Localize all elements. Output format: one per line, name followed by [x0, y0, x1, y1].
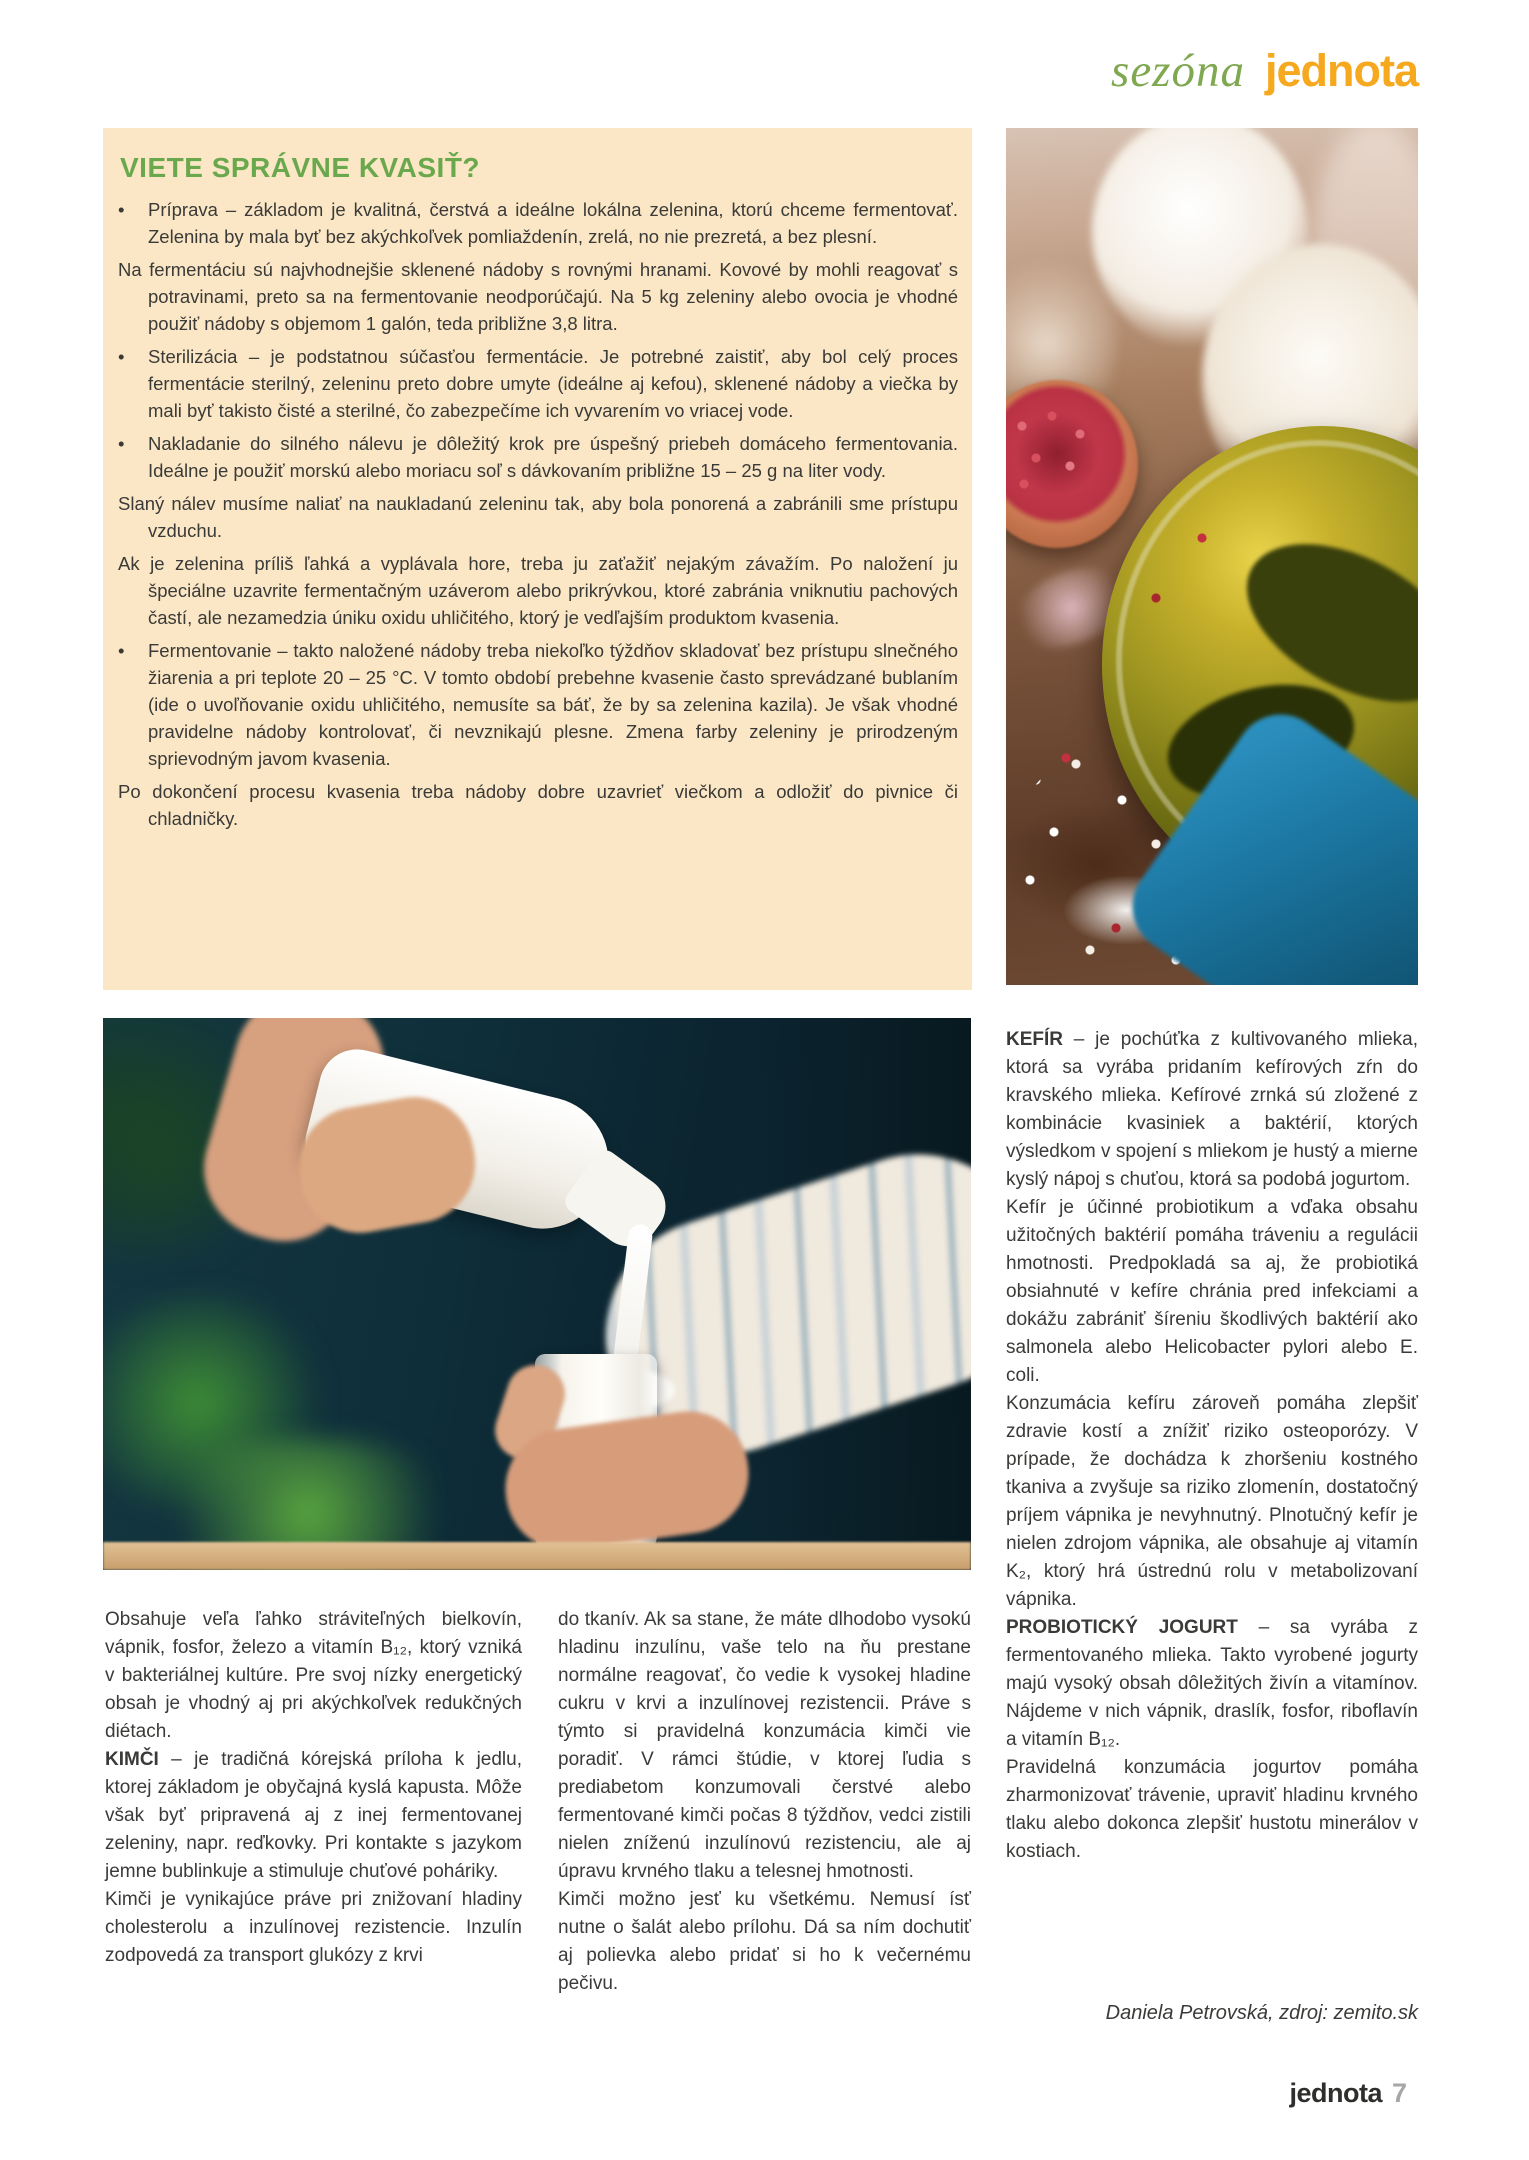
paragraph-text: Obsahuje veľa ľahko stráviteľných bielkovín, vápnik, fosfor, železo a vitamín B₁₂, ktorý vzniká v bakteriálnej kultúre. Pre svoj nízky energetický obsah je vhodný aj pri akýchkoľvek redukčných diétach.	[105, 1609, 522, 1742]
paragraph-text: Konzumácia kefíru zároveň pomáha zlepšiť zdravie kostí a znížiť riziko osteoporózy. V prípade, že dochádza k zhoršeniu kostného tkaniva a zvyšuje sa riziko zlomenín, dostatočný príjem vápnika je nevyhnutný. Plnotučný kefír je nielen zdrojom vápnika, ale obsahuje aj vitamín K₂, ktorý hrá ústrednú rolu v metabolizovaní vápnika.	[1006, 1393, 1418, 1610]
bullet-marker: •	[118, 433, 125, 454]
milk-pouring-photo	[103, 1018, 971, 1570]
paragraph-text: Kimči možno jesť ku všetkému. Nemusí ísť nutne o šalát alebo prílohu. Dá sa ním dochutiť aj polievka alebo pridať si ho k večernému pečivu.	[558, 1889, 971, 1994]
box-paragraph	[118, 637, 958, 772]
paragraph-text: do tkanív. Ak sa stane, že máte dlhodobo vysokú hladinu inzulínu, vaše telo na ňu prestane normálne reagovať, čo vedie k vysokej hladine cukru v krvi a inzulínovej rezistencii. Práve s týmto si pravidelná konzumácia kimči vie poradiť. V rámci štúdie, v ktorej ľudia s prediabetom konzumovali čerstvé alebo fermentované kimči počas 8 týždňov, vedci zistili nielen zníženú inzulínovú rezistenciu, ale aj úpravu krvného tlaku a telesnej hmotnosti.	[558, 1609, 971, 1882]
byline: Daniela Petrovská, zdroj: zemito.sk	[1105, 2002, 1418, 2024]
article-paragraph	[105, 1746, 522, 1886]
paragraph-lead: KEFÍR	[1006, 1029, 1063, 1050]
paragraph-text: – sa vyrába z fermentovaného mlieka. Takto vyrobené jogurty majú vysoký obsah dôležitých živín a vitamínov. Nájdeme v nich vápnik, draslík, fosfor, riboflavín a vitamín B₁₂.	[1006, 1617, 1419, 1750]
article-paragraph	[1006, 1614, 1418, 1754]
bullet-marker: •	[118, 640, 125, 661]
article-paragraph	[1006, 1194, 1418, 1390]
paragraph-text: Kefír je účinné probiotikum a vďaka obsahu užitočných baktérií pomáha tráveniu a regulácii hmotnosti. Predpokladá sa aj, že probiotiká obsiahnuté v kefíre chránia pred infekciami a dokážu zabrániť šíreniu škodlivých baktérií ako salmonela alebo Helicobacter pylori alebo E. coli.	[1006, 1197, 1418, 1386]
brand-script-sezona: sezóna	[1111, 45, 1245, 97]
paragraph-lead: KIMČI	[105, 1749, 159, 1770]
box-paragraph	[118, 490, 958, 544]
article-paragraph	[105, 1606, 522, 1746]
box-paragraph	[118, 343, 958, 424]
bullet-marker: •	[118, 346, 125, 367]
pickles-garlic-photo	[1006, 128, 1418, 985]
paragraph-text: Pravidelná konzumácia jogurtov pomáha zharmonizovať trávenie, upraviť hladinu krvného tlaku alebo dokonca zlepšiť hustotu minerálov v kostiach.	[1006, 1757, 1418, 1862]
article-paragraph	[105, 1886, 522, 1970]
box-title: VIETE SPRÁVNE KVASIŤ?	[120, 152, 481, 183]
box-paragraph	[118, 256, 958, 337]
paragraph-lead: PROBIOTICKÝ JOGURT	[1006, 1617, 1238, 1638]
paragraph-text: Kimči je vynikajúce práve pri znižovaní hladiny cholesterolu a inzulínovej rezistencie. Inzulín zodpovedá za transport glukózy z krvi	[105, 1889, 522, 1966]
kefir-column	[1006, 1026, 1418, 1866]
box-paragraph-text: Ak je zelenina príliš ľahká a vyplávala hore, treba ju zaťažiť nejakým závažím. Po naložení ju špeciálne uzavrite fermentačným uzáverom alebo prikrývkou, ktoré zabránia vniknutiu pachových častí, ale nezamedzia úniku oxidu uhličitého, ktorý je vedľajším produktom kvasenia.	[118, 553, 958, 628]
page-footer	[1289, 2078, 1407, 2109]
box-paragraph-text: Nakladanie do silného nálevu je dôležitý krok pre úspešný priebeh domáceho fermentovania. Ideálne je použiť morskú alebo moriacu soľ s dávkovaním približne 15 – 25 g na liter vody.	[148, 433, 958, 481]
paragraph-text: – je tradičná kórejská príloha k jedlu, ktorej základom je obyčajná kyslá kapusta. Môže však byť pripravená aj z inej fermentovanej zeleniny, napr. reďkovky. Pri kontakte s jazykom jemne bublinkuje a stimuluje chuťové poháriky.	[105, 1749, 522, 1882]
fermentation-tips-box	[103, 128, 972, 990]
box-paragraph-text: Fermentovanie – takto naložené nádoby treba niekoľko týždňov skladovať bez prístupu slnečného žiarenia a pri teplote 20 – 25 °C. V tomto období prebehne kvasenie často sprevádzané bublaním (ide o uvoľňovanie oxidu uhličitého, nemusíte sa báť, že by sa zelenina kazila). Je však vhodné pravidelne nádoby kontrolovať, či nevznikajú plesne. Zmena farby zeleniny je prirodzeným sprievodným javom kvasenia.	[148, 640, 958, 769]
article-paragraph	[1006, 1754, 1418, 1866]
footer-page-number: 7	[1391, 2078, 1407, 2108]
table-edge	[103, 1542, 971, 1570]
paragraph-text: – je pochúťka z kultivovaného mlieka, ktorá sa vyrába pridaním kefírových zŕn do kravského mlieka. Kefírové zrnká sú zložené z kombinácie kvasiniek a baktérií, ktorých výsledkom v spojení s mliekom je hustý a mierne kyslý nápoj s chuťou, ktorá sa podobá jogurtom.	[1006, 1029, 1418, 1190]
box-paragraph-text: Sterilizácia – je podstatnou súčasťou fermentácie. Je potrebné zaistiť, aby bol celý proces fermentácie sterilný, zeleninu preto dobre umyte (ideálne aj kefou), sklenené nádoby a viečka by mali byť takisto čisté a sterilné, čo zabezpečíme ich vyvarením vo vriacej vode.	[148, 346, 958, 421]
box-paragraph-text: Na fermentáciu sú najvhodnejšie sklenené nádoby s rovnými hranami. Kovové by mohli reagovať s potravinami, preto sa na fermentovanie neodporúčajú. Na 5 kg zeleniny alebo ovocia je vhodné použiť nádoby s objemom 1 galón, teda približne 3,8 litra.	[118, 259, 958, 334]
box-paragraph	[118, 550, 958, 631]
bullet-marker: •	[118, 199, 125, 220]
article-paragraph	[558, 1606, 971, 1886]
box-paragraph-text: Slaný nálev musíme naliať na naukladanú zeleninu tak, aby bola ponorená a zabránili sme prístupu vzduchu.	[118, 493, 958, 541]
box-paragraph-text: Príprava – základom je kvalitná, čerstvá a ideálne lokálna zelenina, ktorú chceme fermentovať. Zelenina by mala byť bez akýchkoľvek pomliaždenín, zrelá, no nie prezretá, a bez plesní.	[148, 199, 958, 247]
brand-wordmark-jednota: jednota	[1264, 45, 1418, 96]
footer-brand: jednota	[1289, 2078, 1382, 2108]
header-brand	[1111, 44, 1418, 98]
bottom-column-2	[558, 1606, 971, 1998]
article-paragraph	[558, 1886, 971, 1998]
box-paragraph	[118, 778, 958, 832]
box-paragraph	[118, 430, 958, 484]
box-paragraph-text: Po dokončení procesu kvasenia treba nádoby dobre uzavrieť viečkom a odložiť do pivnice či chladničky.	[118, 781, 958, 829]
bottom-column-1	[105, 1606, 522, 1970]
box-paragraph	[118, 196, 958, 250]
article-paragraph	[1006, 1026, 1418, 1194]
article-paragraph	[1006, 1390, 1418, 1614]
